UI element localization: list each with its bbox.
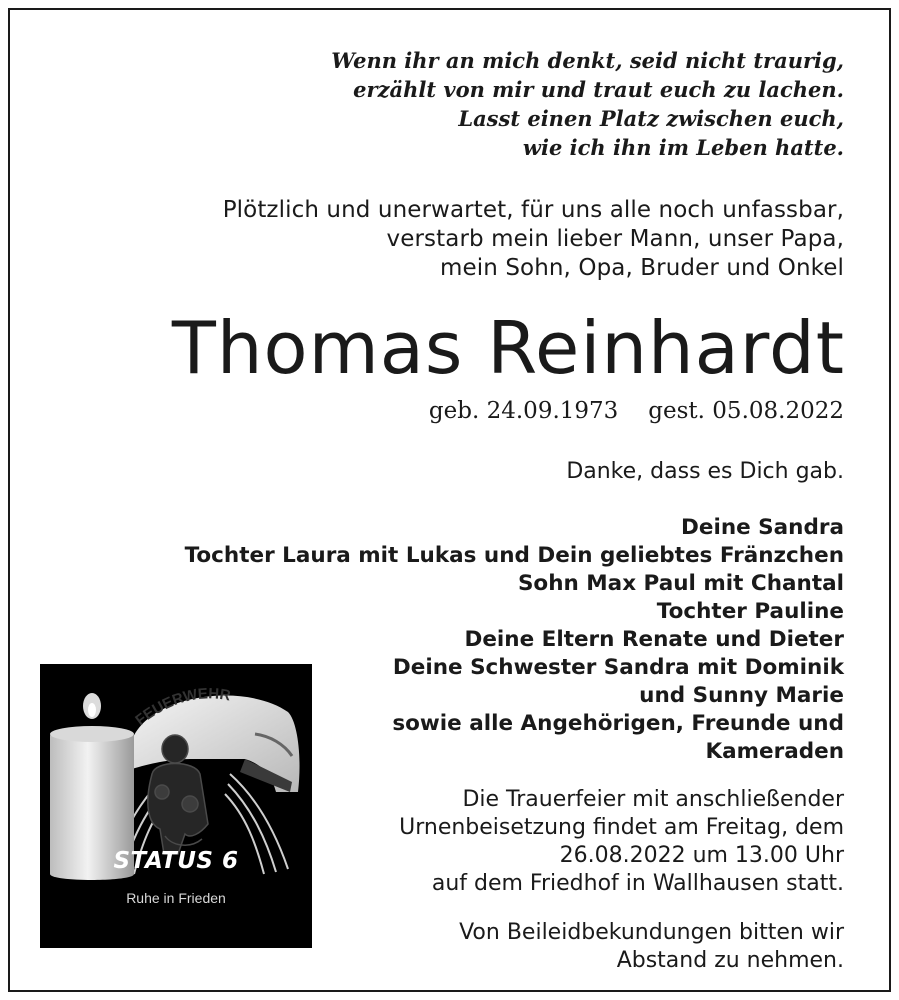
condolence-note xyxy=(459,919,844,975)
condolence-line: Von Beileidbekundungen bitten wir xyxy=(459,920,844,945)
helmet-label: FEUERWEHR xyxy=(132,685,232,730)
thanks-line: Danke, dass es Dich gab. xyxy=(566,459,844,484)
ceremony-info xyxy=(399,786,844,898)
mourner-line: Deine Sandra xyxy=(681,515,844,540)
birth-date: geb. 24.09.1973 xyxy=(428,398,619,424)
life-dates xyxy=(429,396,844,426)
emblem-title: STATUS 6 xyxy=(113,848,239,874)
emblem-subtitle: Ruhe in Frieden xyxy=(126,890,226,906)
poem-line: erzählt von mir und traut euch zu lachen. xyxy=(353,77,844,102)
poem xyxy=(331,46,844,162)
mourner-line: Tochter Pauline xyxy=(656,599,844,624)
mourner-line: Kameraden xyxy=(705,739,844,764)
mourner-line: und Sunny Marie xyxy=(639,683,844,708)
mourner-line: Tochter Laura mit Lukas und Dein geliebtes Fränzchen xyxy=(184,543,844,568)
ceremony-line: Urnenbeisetzung findet am Freitag, dem xyxy=(399,815,844,840)
announcement-line: Plötzlich und unerwartet, für uns alle noch unfassbar, xyxy=(222,197,844,223)
ceremony-line: auf dem Friedhof in Wallhausen statt. xyxy=(431,871,844,896)
memorial-emblem xyxy=(40,664,312,948)
announcement-line: verstarb mein lieber Mann, unser Papa, xyxy=(386,226,844,252)
poem-line: Wenn ihr an mich denkt, seid nicht traurig, xyxy=(331,48,844,73)
poem-line: wie ich ihn im Leben hatte. xyxy=(522,135,844,160)
mourner-line: sowie alle Angehörigen, Freunde und xyxy=(392,711,844,736)
deceased-name: Thomas Reinhardt xyxy=(171,306,845,390)
mourner-line: Deine Eltern Renate und Dieter xyxy=(464,627,844,652)
mourner-line: Sohn Max Paul mit Chantal xyxy=(517,571,844,596)
death-date: gest. 05.08.2022 xyxy=(648,398,844,424)
announcement-line: mein Sohn, Opa, Bruder und Onkel xyxy=(439,255,844,281)
death-announcement xyxy=(223,196,844,283)
condolence-line: Abstand zu nehmen. xyxy=(616,948,844,973)
ceremony-line: 26.08.2022 um 13.00 Uhr xyxy=(559,843,844,868)
ceremony-line: Die Trauerfeier mit anschließender xyxy=(462,787,844,812)
mourner-line: Deine Schwester Sandra mit Dominik xyxy=(392,655,844,680)
poem-line: Lasst einen Platz zwischen euch, xyxy=(458,106,844,131)
